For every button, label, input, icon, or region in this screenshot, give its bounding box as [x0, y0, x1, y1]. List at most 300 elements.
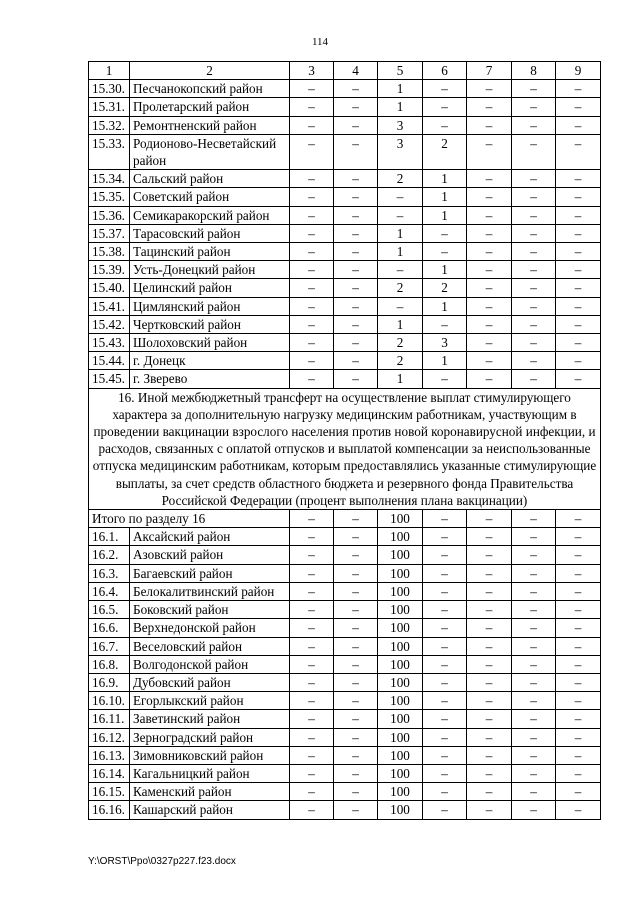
value-cell: – — [290, 297, 334, 315]
value-cell: – — [334, 546, 378, 564]
table-row — [89, 655, 601, 673]
district-name-cell: Семикаракорский район — [130, 206, 290, 224]
value-cell: – — [556, 370, 601, 388]
value-cell: – — [290, 206, 334, 224]
value-cell: 2 — [378, 334, 423, 352]
table-row — [89, 673, 601, 691]
row-number-cell: 16.5. — [89, 601, 130, 619]
district-name-cell: Боковский район — [130, 601, 290, 619]
value-cell: – — [512, 98, 556, 116]
value-cell: – — [512, 710, 556, 728]
header-cell: 9 — [556, 62, 601, 80]
value-cell: – — [467, 98, 512, 116]
value-cell: – — [334, 297, 378, 315]
table-row — [89, 80, 601, 98]
value-cell: – — [556, 528, 601, 546]
value-cell: – — [290, 315, 334, 333]
value-cell: – — [423, 224, 467, 242]
section-title-row — [89, 388, 601, 509]
value-cell: – — [467, 746, 512, 764]
value-cell: 1 — [423, 352, 467, 370]
row-number-cell: 16.15. — [89, 783, 130, 801]
value-cell: 100 — [378, 564, 423, 582]
value-cell: – — [423, 510, 467, 528]
value-cell: 3 — [378, 134, 423, 169]
value-cell: – — [467, 801, 512, 819]
value-cell: – — [334, 746, 378, 764]
district-name-cell: Ремонтненский район — [130, 116, 290, 134]
value-cell: – — [334, 98, 378, 116]
row-number-cell: 15.43. — [89, 334, 130, 352]
value-cell: – — [556, 510, 601, 528]
value-cell: – — [334, 170, 378, 188]
value-cell: – — [467, 601, 512, 619]
district-name-cell: Целинский район — [130, 279, 290, 297]
value-cell: – — [556, 279, 601, 297]
value-cell: – — [467, 764, 512, 782]
value-cell: – — [556, 764, 601, 782]
district-name-cell: Кагальницкий район — [130, 764, 290, 782]
header-cell: 6 — [423, 62, 467, 80]
value-cell: – — [290, 80, 334, 98]
value-cell: – — [556, 637, 601, 655]
value-cell: – — [556, 783, 601, 801]
district-name-cell: Егорлыкский район — [130, 692, 290, 710]
value-cell: – — [290, 224, 334, 242]
row-number-cell: 15.34. — [89, 170, 130, 188]
value-cell: – — [334, 655, 378, 673]
district-name-cell: Песчанокопский район — [130, 80, 290, 98]
value-cell: – — [467, 370, 512, 388]
value-cell: – — [423, 783, 467, 801]
value-cell: – — [290, 334, 334, 352]
district-name-cell: Зимовниковский район — [130, 746, 290, 764]
value-cell: – — [512, 170, 556, 188]
value-cell: – — [290, 692, 334, 710]
value-cell: – — [334, 80, 378, 98]
value-cell: – — [290, 261, 334, 279]
table-row — [89, 334, 601, 352]
value-cell: – — [423, 601, 467, 619]
value-cell: 100 — [378, 764, 423, 782]
value-cell: – — [334, 619, 378, 637]
value-cell: – — [512, 334, 556, 352]
row-number-cell: 16.8. — [89, 655, 130, 673]
value-cell: – — [378, 297, 423, 315]
district-name-cell: Аксайский район — [130, 528, 290, 546]
value-cell: – — [556, 564, 601, 582]
value-cell: – — [556, 297, 601, 315]
value-cell: – — [290, 510, 334, 528]
value-cell: 1 — [423, 261, 467, 279]
header-row — [89, 62, 601, 80]
table-row — [89, 352, 601, 370]
value-cell: – — [290, 582, 334, 600]
value-cell: – — [290, 601, 334, 619]
district-name-cell: г. Зверево — [130, 370, 290, 388]
value-cell: 100 — [378, 619, 423, 637]
value-cell: – — [512, 564, 556, 582]
value-cell: 1 — [378, 315, 423, 333]
value-cell: – — [512, 370, 556, 388]
value-cell: – — [556, 619, 601, 637]
value-cell: – — [423, 98, 467, 116]
row-number-cell: 16.1. — [89, 528, 130, 546]
table-row — [89, 783, 601, 801]
value-cell: – — [467, 637, 512, 655]
value-cell: – — [423, 315, 467, 333]
row-number-cell: 16.6. — [89, 619, 130, 637]
value-cell: 100 — [378, 746, 423, 764]
value-cell: 1 — [423, 206, 467, 224]
row-number-cell: 15.41. — [89, 297, 130, 315]
value-cell: – — [467, 510, 512, 528]
value-cell: 100 — [378, 783, 423, 801]
value-cell: – — [423, 564, 467, 582]
row-number-cell: 16.9. — [89, 673, 130, 691]
value-cell: 100 — [378, 710, 423, 728]
row-number-cell: 15.45. — [89, 370, 130, 388]
value-cell: 100 — [378, 673, 423, 691]
value-cell: 1 — [378, 98, 423, 116]
value-cell: – — [512, 764, 556, 782]
value-cell: – — [334, 673, 378, 691]
row-number-cell: 16.11. — [89, 710, 130, 728]
value-cell: – — [512, 315, 556, 333]
value-cell: – — [290, 801, 334, 819]
value-cell: – — [334, 783, 378, 801]
value-cell: – — [556, 170, 601, 188]
value-cell: – — [512, 116, 556, 134]
value-cell: – — [334, 370, 378, 388]
value-cell: – — [467, 134, 512, 169]
value-cell: – — [290, 783, 334, 801]
table-row — [89, 764, 601, 782]
table-row — [89, 98, 601, 116]
value-cell: – — [334, 352, 378, 370]
district-name-cell: Каменский район — [130, 783, 290, 801]
table-row — [89, 582, 601, 600]
district-name-cell: Азовский район — [130, 546, 290, 564]
table-row — [89, 619, 601, 637]
row-number-cell: 15.33. — [89, 134, 130, 169]
value-cell: – — [290, 728, 334, 746]
district-name-cell: Советский район — [130, 188, 290, 206]
header-cell: 3 — [290, 62, 334, 80]
value-cell: 100 — [378, 528, 423, 546]
value-cell: – — [334, 582, 378, 600]
table-row — [89, 801, 601, 819]
value-cell: – — [423, 582, 467, 600]
value-cell: – — [290, 116, 334, 134]
value-cell: – — [423, 710, 467, 728]
value-cell: – — [334, 564, 378, 582]
section-title: 16. Иной межбюджетный трансферт на осуществление выплат стимулирующего характера за дополнительную нагрузку медицинским работникам, участвующим в проведении вакцинации взрослого населения против новой коронавирусной инфекции, и расходов, связанных с оплатой отпусков и выплатой компенсации за неиспользованные отпуска медицинским работникам, которым предоставлялись указанные стимулирующие выплаты, за счет средств областного бюджета и резервного фонда Правительства Российской Федерации (процент выполнения плана вакцинации) — [89, 388, 601, 509]
value-cell: – — [423, 370, 467, 388]
value-cell: – — [378, 188, 423, 206]
row-number-cell: 15.37. — [89, 224, 130, 242]
value-cell: – — [290, 528, 334, 546]
district-name-cell: Волгодонской район — [130, 655, 290, 673]
value-cell: 100 — [378, 601, 423, 619]
table-row — [89, 601, 601, 619]
value-cell: – — [556, 334, 601, 352]
value-cell: – — [423, 746, 467, 764]
value-cell: 3 — [378, 116, 423, 134]
value-cell: – — [423, 728, 467, 746]
value-cell: – — [512, 206, 556, 224]
value-cell: – — [467, 188, 512, 206]
value-cell: – — [334, 692, 378, 710]
row-number-cell: 16.10. — [89, 692, 130, 710]
district-name-cell: Шолоховский район — [130, 334, 290, 352]
value-cell: – — [467, 297, 512, 315]
table-row — [89, 637, 601, 655]
value-cell: – — [334, 710, 378, 728]
value-cell: – — [423, 619, 467, 637]
value-cell: – — [556, 243, 601, 261]
value-cell: 2 — [423, 279, 467, 297]
row-number-cell: 16.2. — [89, 546, 130, 564]
district-name-cell: Кашарский район — [130, 801, 290, 819]
value-cell: – — [512, 655, 556, 673]
value-cell: – — [556, 601, 601, 619]
value-cell: – — [467, 783, 512, 801]
value-cell: – — [467, 546, 512, 564]
district-name-cell: Цимлянский район — [130, 297, 290, 315]
value-cell: – — [556, 261, 601, 279]
value-cell: – — [467, 116, 512, 134]
row-number-cell: 15.44. — [89, 352, 130, 370]
value-cell: – — [556, 710, 601, 728]
table-row — [89, 370, 601, 388]
value-cell: – — [512, 134, 556, 169]
value-cell: – — [512, 783, 556, 801]
value-cell: – — [512, 297, 556, 315]
value-cell: – — [290, 279, 334, 297]
district-name-cell: Сальский район — [130, 170, 290, 188]
value-cell: – — [556, 116, 601, 134]
district-name-cell: г. Донецк — [130, 352, 290, 370]
value-cell: – — [290, 170, 334, 188]
value-cell: – — [423, 801, 467, 819]
value-cell: – — [290, 619, 334, 637]
value-cell: – — [467, 655, 512, 673]
value-cell: 1 — [378, 243, 423, 261]
value-cell: – — [334, 601, 378, 619]
row-number-cell: 15.36. — [89, 206, 130, 224]
value-cell: – — [512, 673, 556, 691]
value-cell: – — [334, 334, 378, 352]
value-cell: – — [467, 692, 512, 710]
row-number-cell: 15.38. — [89, 243, 130, 261]
value-cell: – — [334, 801, 378, 819]
row-number-cell: 16.12. — [89, 728, 130, 746]
value-cell: – — [423, 116, 467, 134]
table-row — [89, 528, 601, 546]
value-cell: – — [467, 315, 512, 333]
value-cell: – — [556, 188, 601, 206]
value-cell: – — [290, 764, 334, 782]
district-name-cell: Зерноградский район — [130, 728, 290, 746]
value-cell: – — [556, 224, 601, 242]
value-cell: – — [556, 352, 601, 370]
value-cell: – — [290, 352, 334, 370]
value-cell: – — [423, 692, 467, 710]
table-row — [89, 746, 601, 764]
header-cell: 7 — [467, 62, 512, 80]
district-name-cell: Багаевский район — [130, 564, 290, 582]
value-cell: – — [556, 98, 601, 116]
value-cell: – — [467, 582, 512, 600]
value-cell: – — [512, 601, 556, 619]
value-cell: – — [423, 528, 467, 546]
value-cell: 100 — [378, 692, 423, 710]
value-cell: – — [467, 80, 512, 98]
value-cell: 1 — [423, 188, 467, 206]
value-cell: – — [334, 315, 378, 333]
value-cell: – — [512, 746, 556, 764]
value-cell: 2 — [423, 134, 467, 169]
value-cell: – — [334, 510, 378, 528]
value-cell: – — [423, 80, 467, 98]
value-cell: 1 — [378, 80, 423, 98]
value-cell: – — [334, 279, 378, 297]
table-row — [89, 315, 601, 333]
file-path-footer: Y:\ORST\Ppo\0327p227.f23.docx — [88, 856, 236, 867]
table-row — [89, 279, 601, 297]
value-cell: – — [467, 261, 512, 279]
value-cell: – — [556, 546, 601, 564]
district-name-cell: Верхнедонской район — [130, 619, 290, 637]
value-cell: 1 — [378, 224, 423, 242]
value-cell: 100 — [378, 655, 423, 673]
table-row — [89, 546, 601, 564]
header-cell: 1 — [89, 62, 130, 80]
value-cell: 100 — [378, 510, 423, 528]
value-cell: – — [467, 619, 512, 637]
value-cell: – — [512, 224, 556, 242]
value-cell: – — [512, 692, 556, 710]
value-cell: – — [290, 637, 334, 655]
value-cell: – — [556, 80, 601, 98]
table-row — [89, 243, 601, 261]
value-cell: 1 — [423, 297, 467, 315]
value-cell: – — [290, 655, 334, 673]
value-cell: – — [334, 637, 378, 655]
value-cell: – — [334, 116, 378, 134]
value-cell: – — [467, 224, 512, 242]
total-row — [89, 510, 601, 528]
table-row — [89, 710, 601, 728]
value-cell: – — [512, 582, 556, 600]
value-cell: – — [290, 746, 334, 764]
value-cell: – — [467, 170, 512, 188]
district-name-cell: Заветинский район — [130, 710, 290, 728]
district-name-cell: Тарасовский район — [130, 224, 290, 242]
value-cell: – — [467, 673, 512, 691]
value-cell: 100 — [378, 728, 423, 746]
value-cell: 1 — [378, 370, 423, 388]
row-number-cell: 16.3. — [89, 564, 130, 582]
value-cell: – — [290, 98, 334, 116]
value-cell: – — [512, 352, 556, 370]
table-row — [89, 564, 601, 582]
header-cell: 8 — [512, 62, 556, 80]
value-cell: 2 — [378, 279, 423, 297]
row-number-cell: 16.14. — [89, 764, 130, 782]
table-row — [89, 206, 601, 224]
value-cell: – — [467, 352, 512, 370]
row-number-cell: 15.31. — [89, 98, 130, 116]
value-cell: – — [290, 673, 334, 691]
value-cell: – — [467, 334, 512, 352]
row-number-cell: 15.35. — [89, 188, 130, 206]
value-cell: – — [423, 655, 467, 673]
header-cell: 2 — [130, 62, 290, 80]
value-cell: 100 — [378, 801, 423, 819]
value-cell: – — [334, 224, 378, 242]
value-cell: – — [290, 370, 334, 388]
value-cell: – — [290, 710, 334, 728]
value-cell: – — [334, 188, 378, 206]
value-cell: – — [334, 764, 378, 782]
value-cell: – — [334, 243, 378, 261]
value-cell: – — [290, 243, 334, 261]
value-cell: – — [423, 546, 467, 564]
value-cell: – — [423, 243, 467, 261]
district-name-cell: Чертковский район — [130, 315, 290, 333]
value-cell: – — [512, 801, 556, 819]
value-cell: – — [290, 188, 334, 206]
row-number-cell: 15.40. — [89, 279, 130, 297]
page-number: 114 — [311, 36, 329, 48]
value-cell: – — [467, 206, 512, 224]
value-cell: – — [556, 582, 601, 600]
value-cell: – — [512, 546, 556, 564]
row-number-cell: 15.30. — [89, 80, 130, 98]
value-cell: – — [512, 528, 556, 546]
value-cell: – — [334, 134, 378, 169]
value-cell: – — [556, 655, 601, 673]
table-row — [89, 188, 601, 206]
value-cell: – — [334, 528, 378, 546]
district-name-cell: Веселовский район — [130, 637, 290, 655]
district-name-cell: Пролетарский район — [130, 98, 290, 116]
value-cell: – — [423, 637, 467, 655]
value-cell: – — [290, 134, 334, 169]
value-cell: 1 — [423, 170, 467, 188]
value-cell: 3 — [423, 334, 467, 352]
row-number-cell: 16.4. — [89, 582, 130, 600]
value-cell: – — [512, 619, 556, 637]
header-cell: 4 — [334, 62, 378, 80]
table-row — [89, 134, 601, 169]
value-cell: – — [556, 206, 601, 224]
value-cell: – — [512, 728, 556, 746]
value-cell: – — [467, 279, 512, 297]
value-cell: – — [334, 206, 378, 224]
table-row — [89, 224, 601, 242]
district-name-cell: Тацинский район — [130, 243, 290, 261]
value-cell: 100 — [378, 582, 423, 600]
data-table — [88, 61, 601, 820]
value-cell: – — [556, 746, 601, 764]
value-cell: 2 — [378, 352, 423, 370]
value-cell: – — [556, 315, 601, 333]
value-cell: – — [467, 528, 512, 546]
value-cell: – — [556, 673, 601, 691]
